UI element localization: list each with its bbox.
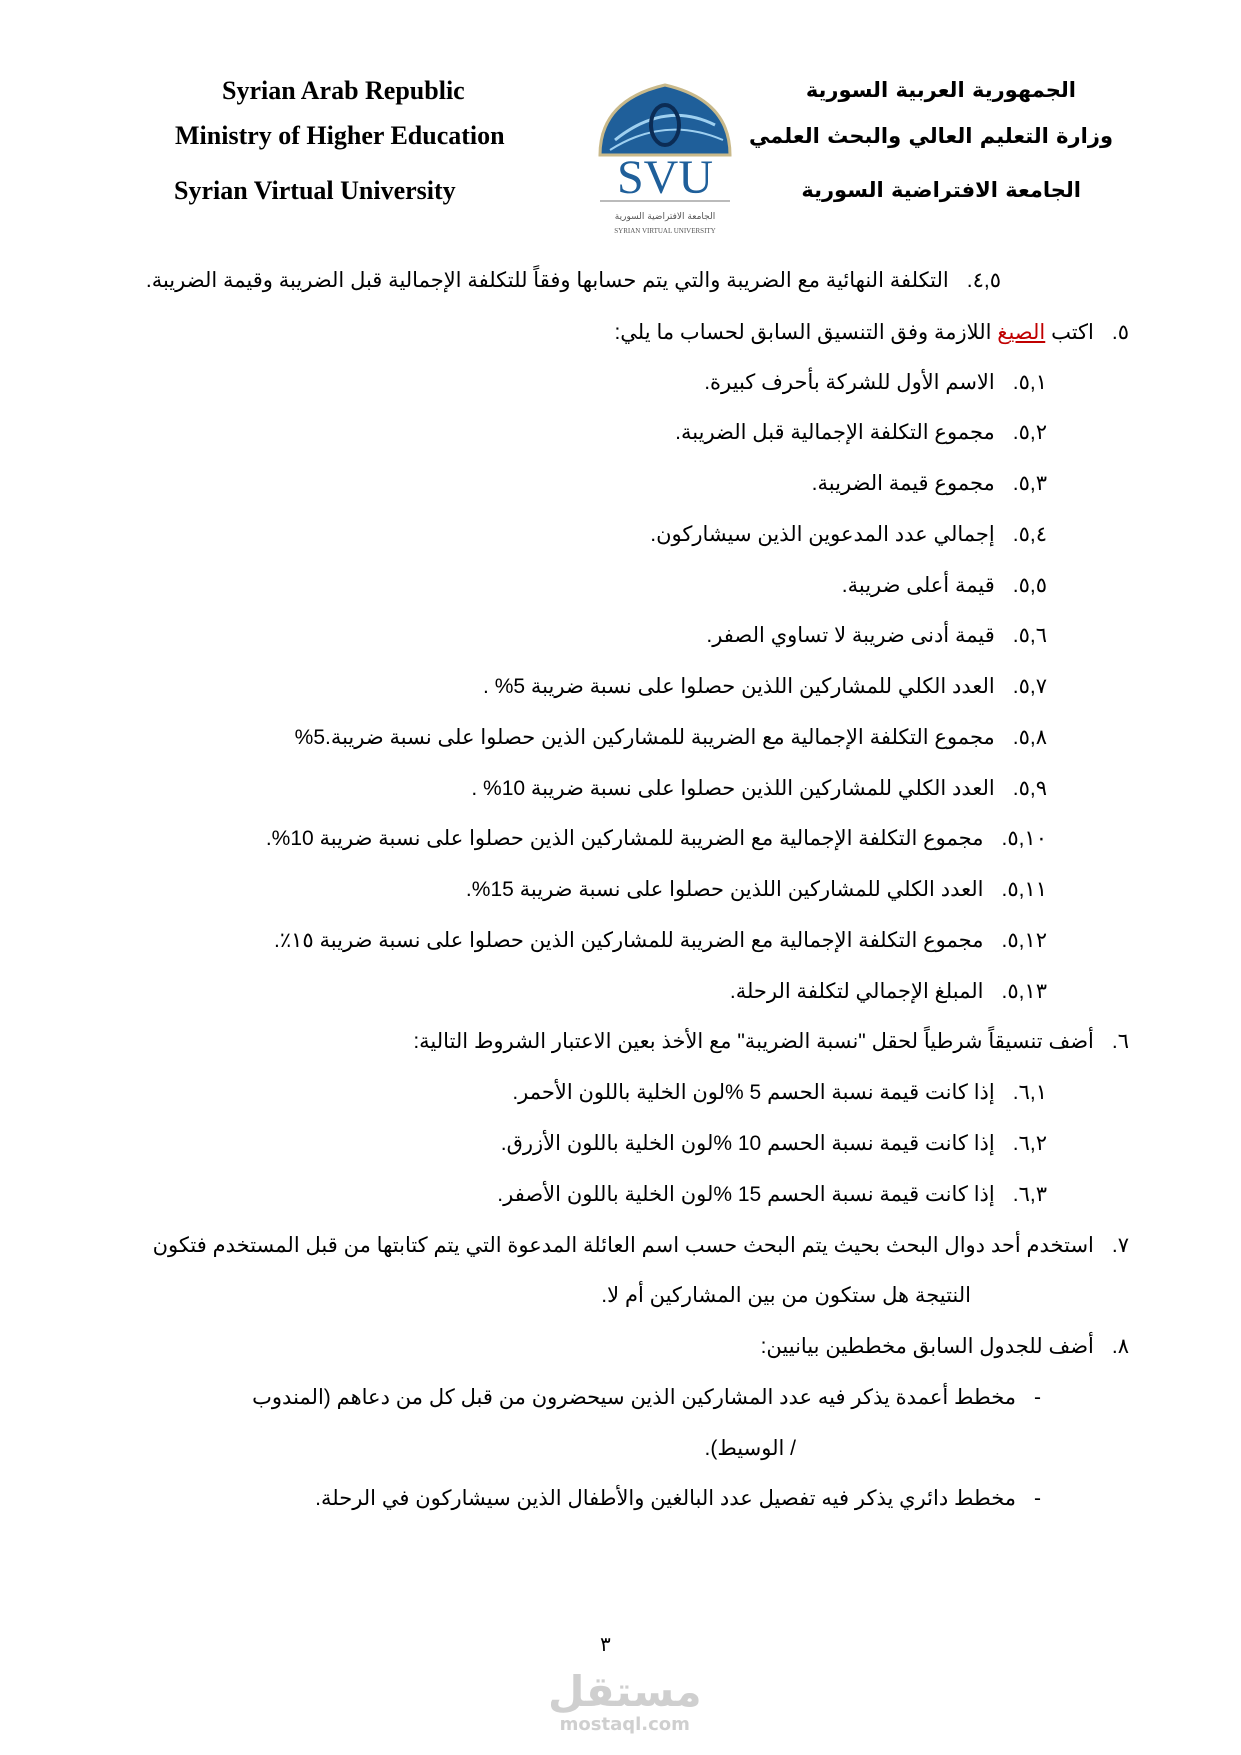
list-item (41, 1385, 1041, 1410)
list-item (650, 522, 1047, 547)
list-item (146, 268, 1001, 293)
list-item (274, 928, 1047, 953)
list-item (153, 1233, 1129, 1258)
item-text: مجموع التكلفة الإجمالية مع الضريبة للمشاركين الذين حصلوا على نسبة ضريبة ١٥٪. (274, 929, 984, 952)
item-number: ٦,١. (1012, 1081, 1047, 1104)
item-text: / الوسيط). (704, 1437, 796, 1460)
item-text: مخطط دائري يذكر فيه تفصيل عدد البالغين والأطفال الذين سيشاركون في الرحلة. (315, 1487, 1016, 1510)
svu-logo (585, 80, 745, 240)
item-number: ٥,٤. (1012, 523, 1047, 546)
item-text: الاسم الأول للشركة بأحرف كبيرة. (704, 371, 995, 394)
item-text: إذا كانت قيمة نسبة الحسم 5 %لون الخلية باللون الأحمر. (512, 1081, 995, 1104)
item-text: النتيجة هل ستكون من بين المشاركين أم لا. (601, 1284, 971, 1307)
mostaql-watermark: مستقل mostaql.com (548, 1667, 702, 1735)
item-text: مجموع التكلفة الإجمالية قبل الضريبة. (675, 421, 995, 444)
item-text: مجموع قيمة الضريبة. (811, 472, 995, 495)
item-text-prefix: اكتب (1045, 321, 1094, 344)
item-text: إجمالي عدد المدعوين الذين سيشاركون. (650, 523, 995, 546)
item-number: - (1034, 1386, 1041, 1409)
list-item (730, 979, 1047, 1004)
list-item (614, 320, 1129, 345)
item-number: ٥,٥. (1012, 574, 1047, 597)
list-item (497, 1182, 1047, 1207)
header-en-ministry: Ministry of Higher Education (175, 121, 505, 150)
list-item (295, 725, 1047, 750)
highlighted-word: الصيغ (997, 321, 1046, 344)
list-item (705, 1436, 796, 1461)
item-text: مجموع التكلفة الإجمالية مع الضريبة للمشاركين الذين حصلوا على نسبة ضريبة.5% (294, 726, 995, 749)
item-text: التكلفة النهائية مع الضريبة والتي يتم حسابها وفقاً للتكلفة الإجمالية قبل الضريبة وقيمة الضريبة. (145, 269, 949, 292)
item-number: ٥,١٢. (1001, 929, 1047, 952)
item-number: ٥,٩. (1012, 777, 1047, 800)
list-item (812, 471, 1047, 496)
list-item (842, 573, 1047, 598)
list-item (466, 877, 1047, 902)
item-text: مجموع التكلفة الإجمالية مع الضريبة للمشاركين الذين حصلوا على نسبة ضريبة 10%. (265, 827, 984, 850)
item-number: ٦. (1111, 1030, 1129, 1053)
item-text: أضف للجدول السابق مخططين بيانيين: (760, 1335, 1094, 1358)
item-number: ٥,٦. (1012, 624, 1047, 647)
item-number: ٥,٨. (1012, 726, 1047, 749)
item-text: المبلغ الإجمالي لتكلفة الرحلة. (729, 980, 984, 1003)
item-text: مخطط أعمدة يذكر فيه عدد المشاركين الذين سيحضرون من قبل كل من دعاهم (المندوب (252, 1386, 1016, 1409)
item-number: ٥,٢. (1012, 421, 1047, 444)
list-item (706, 623, 1047, 648)
header-ar-ministry: وزارة التعليم العالي والبحث العلمي (748, 124, 1113, 148)
item-text: العدد الكلي للمشاركين اللذين حصلوا على نسبة ضريبة 10% . (471, 777, 995, 800)
list-item (601, 1283, 971, 1308)
item-text: قيمة أدنى ضريبة لا تساوي الصفر. (706, 624, 995, 647)
list-item (704, 370, 1047, 395)
item-number: ٥,٧. (1012, 675, 1047, 698)
item-text: إذا كانت قيمة نسبة الحسم 10 %لون الخلية باللون الأزرق. (500, 1132, 995, 1155)
header-ar-university: الجامعة الافتراضية السورية (801, 178, 1081, 202)
item-number: ٥,١١. (1001, 878, 1047, 901)
item-text: قيمة أعلى ضريبة. (841, 574, 995, 597)
header-ar-country: الجمهورية العربية السورية (805, 78, 1076, 102)
list-item (483, 674, 1047, 699)
svg-text:SVU: SVU (616, 151, 714, 204)
item-text: اللازمة وفق التنسيق السابق لحساب ما يلي: (614, 321, 998, 344)
item-text: استخدم أحد دوال البحث بحيث يتم البحث حسب اسم العائلة المدعوة التي يتم كتابتها من قبل المستخدم فتكون (152, 1234, 1094, 1257)
header-en-country: Syrian Arab Republic (222, 76, 465, 105)
svg-text:الجامعة الافتراضية السورية: الجامعة الافتراضية السورية (614, 212, 716, 222)
item-number: - (1034, 1487, 1041, 1510)
item-number: ٥,١. (1012, 371, 1047, 394)
item-text: العدد الكلي للمشاركين اللذين حصلوا على نسبة ضريبة 15%. (465, 878, 984, 901)
item-number: ٤,٥. (966, 269, 1001, 292)
item-text: العدد الكلي للمشاركين اللذين حصلوا على نسبة ضريبة 5% . (483, 675, 995, 698)
header-en-university: Syrian Virtual University (174, 176, 456, 205)
list-item (675, 420, 1047, 445)
page-number: ٣ (600, 1634, 611, 1656)
list-item (761, 1334, 1129, 1359)
item-number: ٦,٣. (1012, 1183, 1047, 1206)
svg-text:SYRIAN VIRTUAL UNIVERSITY: SYRIAN VIRTUAL UNIVERSITY (614, 227, 716, 235)
item-number: ٦,٢. (1012, 1132, 1047, 1155)
list-item (413, 1029, 1129, 1054)
item-number: ٧. (1111, 1234, 1129, 1257)
list-item (501, 1131, 1047, 1156)
item-number: ٥,١٣. (1001, 980, 1047, 1003)
list-item (266, 826, 1047, 851)
list-item (315, 1486, 1041, 1511)
item-number: ٥. (1111, 321, 1129, 344)
list-item (471, 776, 1047, 801)
item-number: ٨. (1111, 1335, 1129, 1358)
list-item (512, 1080, 1047, 1105)
item-number: ٥,١٠. (1001, 827, 1047, 850)
item-number: ٥,٣. (1012, 472, 1047, 495)
item-text: إذا كانت قيمة نسبة الحسم 15 %لون الخلية باللون الأصفر. (497, 1183, 995, 1206)
item-text: أضف تنسيقاً شرطياً لحقل "نسبة الضريبة" مع الأخذ بعين الاعتبار الشروط التالية: (413, 1030, 1094, 1053)
